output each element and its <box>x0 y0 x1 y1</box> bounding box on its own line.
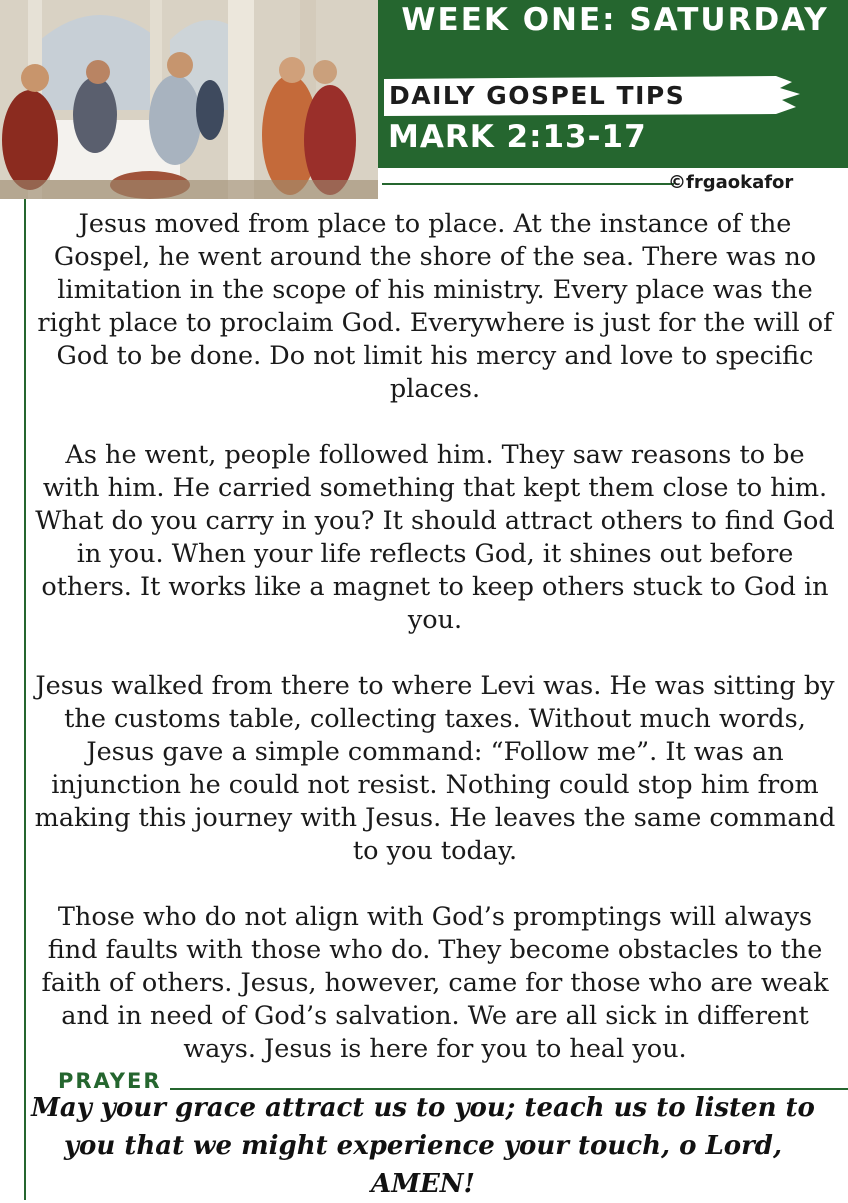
paragraph: Jesus moved from place to place. At the instance of the Gospel, he went around the shore of the sea. There was no limitation in the scope of his ministry. Every place was the right place to proclaim God. Everywhere is just for the will of God to be done. Do not limit his mercy and love to specific places. <box>37 209 833 404</box>
tips-label: DAILY GOSPEL TIPS <box>389 81 686 110</box>
week-title: WEEK ONE: SATURDAY <box>401 2 829 38</box>
feast-painting-image <box>0 0 378 199</box>
side-divider <box>24 199 26 1200</box>
paragraph: Those who do not align with God’s promptings will always find faults with those who do. They become obstacles to the faith of others. Jesus, however, came for those who are weak and in need of God’s salvation. We are all sick in different ways. Jesus is here for you to heal you. <box>41 902 829 1064</box>
prayer-heading: PRAYER <box>58 1069 162 1093</box>
scripture-reference: MARK 2:13-17 <box>388 119 647 155</box>
reflection-body <box>34 208 836 1066</box>
header-divider <box>382 183 674 185</box>
author-handle: ©frgaokafor <box>668 172 794 193</box>
paragraph: Jesus walked from there to where Levi was. He was sitting by the customs table, collecting taxes. Without much words, Jesus gave a simple command: “Follow me”. It was an injunction he could not resist. Nothing could stop him from making this journey with Jesus. He leaves the same command to you today. <box>34 671 836 866</box>
header-painting <box>0 0 378 199</box>
prayer-text: May your grace attract us to you; teach us to listen to you that we might experience your touch, o Lord, AMEN! <box>31 1093 815 1199</box>
paragraph: As he went, people followed him. They saw reasons to be with him. He carried something that kept them close to him. What do you carry in you? It should attract others to find God in you. When your life reflects God, it shines out before others. It works like a magnet to keep others stuck to God in you. <box>35 440 835 635</box>
